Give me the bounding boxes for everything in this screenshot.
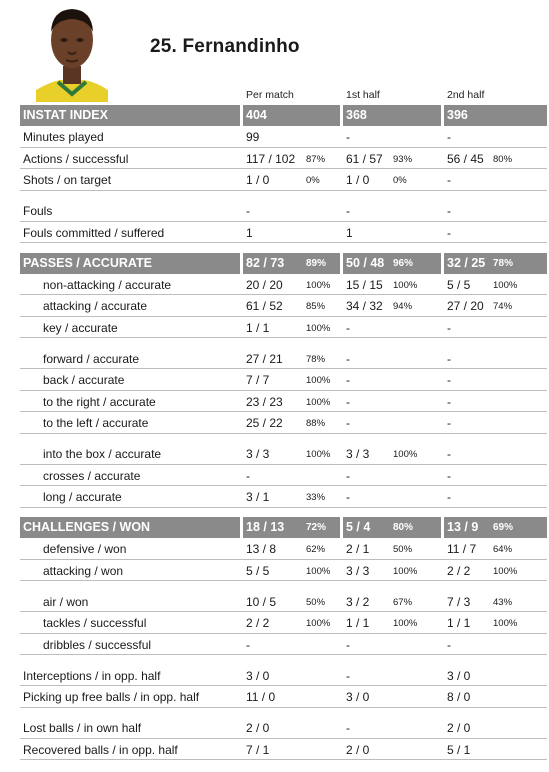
row-spacer bbox=[20, 434, 547, 444]
per-match-percent: 0% bbox=[306, 175, 320, 186]
second-half-value: - bbox=[447, 204, 451, 218]
stat-row bbox=[20, 612, 547, 634]
first-half-percent: 94% bbox=[393, 301, 413, 312]
stat-label: long / accurate bbox=[43, 490, 122, 504]
stat-label: Minutes played bbox=[23, 130, 104, 144]
first-half-value: 50 / 48 bbox=[346, 255, 385, 270]
stat-row bbox=[20, 486, 547, 508]
per-match-value: 5 / 5 bbox=[246, 563, 270, 578]
per-match-value: 3 / 0 bbox=[246, 668, 270, 683]
stat-row bbox=[20, 369, 547, 391]
second-half-value: - bbox=[447, 447, 451, 461]
first-half-value: - bbox=[346, 416, 350, 430]
second-half-percent: 100% bbox=[493, 618, 518, 629]
second-half-value: - bbox=[447, 637, 451, 652]
first-half-value: 1 / 0 bbox=[346, 173, 370, 187]
first-half-value: 15 / 15 bbox=[346, 277, 383, 292]
stat-label: non-attacking / accurate bbox=[43, 277, 172, 292]
second-half-value: 1 / 1 bbox=[447, 616, 471, 630]
stat-row bbox=[20, 126, 547, 148]
second-half-value: - bbox=[447, 225, 451, 240]
stats-table bbox=[20, 105, 547, 760]
second-half-value: - bbox=[447, 173, 451, 187]
per-match-percent: 89% bbox=[306, 257, 327, 269]
second-half-value: - bbox=[447, 320, 451, 335]
first-half-value: 3 / 0 bbox=[346, 690, 370, 704]
row-spacer bbox=[20, 655, 547, 665]
per-match-value: 27 / 21 bbox=[246, 351, 283, 366]
first-half-value: - bbox=[346, 130, 350, 144]
per-match-percent: 100% bbox=[306, 565, 331, 577]
stat-row bbox=[20, 591, 547, 613]
section-header-row bbox=[20, 517, 547, 538]
first-half-value: - bbox=[346, 351, 350, 366]
section-header-row bbox=[20, 105, 547, 126]
player-photo bbox=[36, 2, 108, 102]
per-match-percent: 88% bbox=[306, 418, 326, 429]
first-half-percent: 0% bbox=[393, 175, 407, 186]
stat-row bbox=[20, 739, 547, 761]
row-spacer bbox=[20, 581, 547, 591]
per-match-percent: 100% bbox=[306, 279, 331, 291]
per-match-percent: 33% bbox=[306, 492, 326, 503]
second-half-percent: 43% bbox=[493, 596, 513, 608]
second-half-percent: 100% bbox=[493, 279, 518, 291]
first-half-value: 1 / 1 bbox=[346, 616, 370, 630]
row-spacer bbox=[20, 708, 547, 718]
per-match-value: 23 / 23 bbox=[246, 394, 283, 409]
first-half-value: 61 / 57 bbox=[346, 151, 383, 166]
column-first-half: 1st half bbox=[346, 89, 380, 101]
second-half-percent: 69% bbox=[493, 522, 514, 533]
per-match-percent: 100% bbox=[306, 396, 331, 408]
first-half-value: 2 / 0 bbox=[346, 742, 370, 757]
second-half-percent: 80% bbox=[493, 153, 513, 165]
stat-row bbox=[20, 665, 547, 687]
per-match-value: 25 / 22 bbox=[246, 416, 283, 430]
per-match-value: 13 / 8 bbox=[246, 542, 277, 556]
first-half-value: 2 / 1 bbox=[346, 542, 370, 556]
stat-label: dribbles / successful bbox=[43, 637, 152, 652]
second-half-value: - bbox=[447, 394, 451, 409]
second-half-value: - bbox=[447, 373, 451, 387]
first-half-value: 3 / 3 bbox=[346, 563, 370, 578]
per-match-percent: 100% bbox=[306, 618, 331, 629]
per-match-value: 3 / 1 bbox=[246, 490, 270, 504]
second-half-value: 3 / 0 bbox=[447, 668, 471, 683]
first-half-value: 368 bbox=[346, 108, 367, 122]
first-half-value: - bbox=[346, 490, 350, 504]
per-match-value: 2 / 2 bbox=[246, 616, 270, 630]
second-half-percent: 100% bbox=[493, 565, 518, 577]
stat-row bbox=[20, 148, 547, 170]
per-match-value: - bbox=[246, 204, 250, 218]
first-half-value: - bbox=[346, 721, 350, 735]
first-half-percent: 96% bbox=[393, 257, 414, 269]
column-divider bbox=[441, 517, 444, 538]
column-divider bbox=[441, 105, 444, 126]
per-match-value: 82 / 73 bbox=[246, 255, 285, 270]
second-half-value: 396 bbox=[447, 108, 468, 122]
first-half-percent: 50% bbox=[393, 544, 413, 555]
stat-row bbox=[20, 443, 547, 465]
first-half-value: - bbox=[346, 637, 350, 652]
per-match-percent: 87% bbox=[306, 153, 326, 165]
per-match-percent: 50% bbox=[306, 596, 326, 608]
stat-row bbox=[20, 274, 547, 296]
first-half-value: - bbox=[346, 373, 350, 387]
stat-label: Recovered balls / in opp. half bbox=[23, 742, 178, 757]
stat-row bbox=[20, 295, 547, 317]
stat-row bbox=[20, 538, 547, 560]
stat-label: Fouls committed / suffered bbox=[23, 225, 165, 240]
column-divider bbox=[340, 517, 343, 538]
per-match-value: - bbox=[246, 637, 250, 652]
second-half-percent: 64% bbox=[493, 544, 513, 555]
first-half-value: - bbox=[346, 668, 350, 683]
stat-label: Shots / on target bbox=[23, 173, 112, 187]
per-match-value: 18 / 13 bbox=[246, 520, 285, 534]
stat-row bbox=[20, 317, 547, 339]
stat-row bbox=[20, 391, 547, 413]
per-match-value: 20 / 20 bbox=[246, 277, 283, 292]
second-half-value: - bbox=[447, 130, 451, 144]
stat-label: to the right / accurate bbox=[43, 394, 156, 409]
stat-row bbox=[20, 686, 547, 708]
stat-row bbox=[20, 412, 547, 434]
stat-label: tackles / successful bbox=[43, 616, 147, 630]
per-match-value: 1 bbox=[246, 225, 253, 240]
first-half-percent: 93% bbox=[393, 153, 413, 165]
first-half-percent: 67% bbox=[393, 596, 413, 608]
stat-label: attacking / won bbox=[43, 563, 124, 578]
first-half-percent: 100% bbox=[393, 618, 418, 629]
per-match-value: 1 / 1 bbox=[246, 320, 270, 335]
per-match-value: 61 / 52 bbox=[246, 299, 283, 313]
row-spacer bbox=[20, 243, 547, 253]
first-half-value: 3 / 3 bbox=[346, 447, 370, 461]
first-half-value: 5 / 4 bbox=[346, 520, 371, 534]
column-divider bbox=[441, 253, 444, 274]
row-spacer bbox=[20, 338, 547, 348]
per-match-value: 7 / 7 bbox=[246, 373, 270, 387]
row-spacer bbox=[20, 508, 547, 518]
first-half-percent: 100% bbox=[393, 449, 418, 460]
first-half-value: 3 / 2 bbox=[346, 594, 370, 609]
stat-label: air / won bbox=[43, 594, 89, 609]
per-match-percent: 100% bbox=[306, 375, 331, 386]
per-match-value: 2 / 0 bbox=[246, 721, 270, 735]
per-match-value: - bbox=[246, 468, 250, 483]
first-half-value: - bbox=[346, 320, 350, 335]
second-half-percent: 74% bbox=[493, 301, 513, 312]
stat-label: CHALLENGES / WON bbox=[23, 520, 151, 534]
first-half-value: - bbox=[346, 204, 350, 218]
player-name: 25. Fernandinho bbox=[150, 36, 300, 57]
per-match-percent: 78% bbox=[306, 353, 326, 365]
stat-label: Fouls bbox=[23, 204, 53, 218]
second-half-value: - bbox=[447, 351, 451, 366]
second-half-value: 32 / 25 bbox=[447, 255, 486, 270]
per-match-value: 117 / 102 bbox=[246, 151, 296, 166]
first-half-percent: 80% bbox=[393, 522, 414, 533]
column-divider bbox=[340, 105, 343, 126]
per-match-value: 11 / 0 bbox=[246, 690, 276, 704]
stat-label: PASSES / ACCURATE bbox=[23, 255, 152, 270]
stat-row bbox=[20, 222, 547, 244]
stat-label: Interceptions / in opp. half bbox=[23, 668, 161, 683]
second-half-value: 13 / 9 bbox=[447, 520, 479, 534]
second-half-value: 5 / 1 bbox=[447, 742, 471, 757]
stat-row bbox=[20, 169, 547, 191]
section-header-row bbox=[20, 253, 547, 274]
second-half-value: 7 / 3 bbox=[447, 594, 471, 609]
column-divider bbox=[240, 105, 243, 126]
second-half-value: - bbox=[447, 416, 451, 430]
per-match-value: 3 / 3 bbox=[246, 447, 270, 461]
stat-label: Picking up free balls / in opp. half bbox=[23, 690, 200, 704]
stat-label: to the left / accurate bbox=[43, 416, 149, 430]
stat-label: into the box / accurate bbox=[43, 447, 162, 461]
second-half-percent: 78% bbox=[493, 257, 514, 269]
second-half-value: 8 / 0 bbox=[447, 690, 471, 704]
stat-row bbox=[20, 200, 547, 222]
per-match-value: 7 / 1 bbox=[246, 742, 270, 757]
stat-label: key / accurate bbox=[43, 320, 118, 335]
per-match-value: 10 / 5 bbox=[246, 594, 277, 609]
first-half-value: - bbox=[346, 468, 350, 483]
stat-label: crosses / accurate bbox=[43, 468, 141, 483]
per-match-percent: 100% bbox=[306, 322, 331, 334]
first-half-value: 34 / 32 bbox=[346, 299, 383, 313]
column-divider bbox=[240, 253, 243, 274]
per-match-percent: 100% bbox=[306, 449, 331, 460]
first-half-percent: 100% bbox=[393, 565, 418, 577]
second-half-value: - bbox=[447, 468, 451, 483]
per-match-value: 404 bbox=[246, 108, 267, 122]
per-match-value: 1 / 0 bbox=[246, 173, 270, 187]
stat-row bbox=[20, 717, 547, 739]
second-half-value: 11 / 7 bbox=[447, 542, 477, 556]
second-half-value: 27 / 20 bbox=[447, 299, 484, 313]
column-divider bbox=[240, 517, 243, 538]
per-match-percent: 85% bbox=[306, 301, 326, 312]
stat-row bbox=[20, 465, 547, 487]
column-per-match: Per match bbox=[246, 89, 294, 101]
per-match-value: 99 bbox=[246, 130, 260, 144]
stat-label: back / accurate bbox=[43, 373, 125, 387]
second-half-value: 56 / 45 bbox=[447, 151, 484, 166]
first-half-percent: 100% bbox=[393, 279, 418, 291]
row-spacer bbox=[20, 191, 547, 201]
stat-label: defensive / won bbox=[43, 542, 127, 556]
stat-label: forward / accurate bbox=[43, 351, 140, 366]
stat-label: INSTAT INDEX bbox=[23, 108, 108, 122]
first-half-value: 1 bbox=[346, 225, 353, 240]
per-match-percent: 62% bbox=[306, 544, 326, 555]
stat-row bbox=[20, 560, 547, 582]
stat-label: attacking / accurate bbox=[43, 299, 148, 313]
stat-label: Lost balls / in own half bbox=[23, 721, 142, 735]
column-divider bbox=[340, 253, 343, 274]
second-half-value: - bbox=[447, 490, 451, 504]
stat-row bbox=[20, 634, 547, 656]
second-half-value: 5 / 5 bbox=[447, 277, 471, 292]
per-match-percent: 72% bbox=[306, 522, 327, 533]
second-half-value: 2 / 2 bbox=[447, 563, 471, 578]
second-half-value: 2 / 0 bbox=[447, 721, 471, 735]
stat-row bbox=[20, 348, 547, 370]
stat-label: Actions / successful bbox=[23, 151, 129, 166]
column-second-half: 2nd half bbox=[447, 89, 485, 101]
first-half-value: - bbox=[346, 394, 350, 409]
